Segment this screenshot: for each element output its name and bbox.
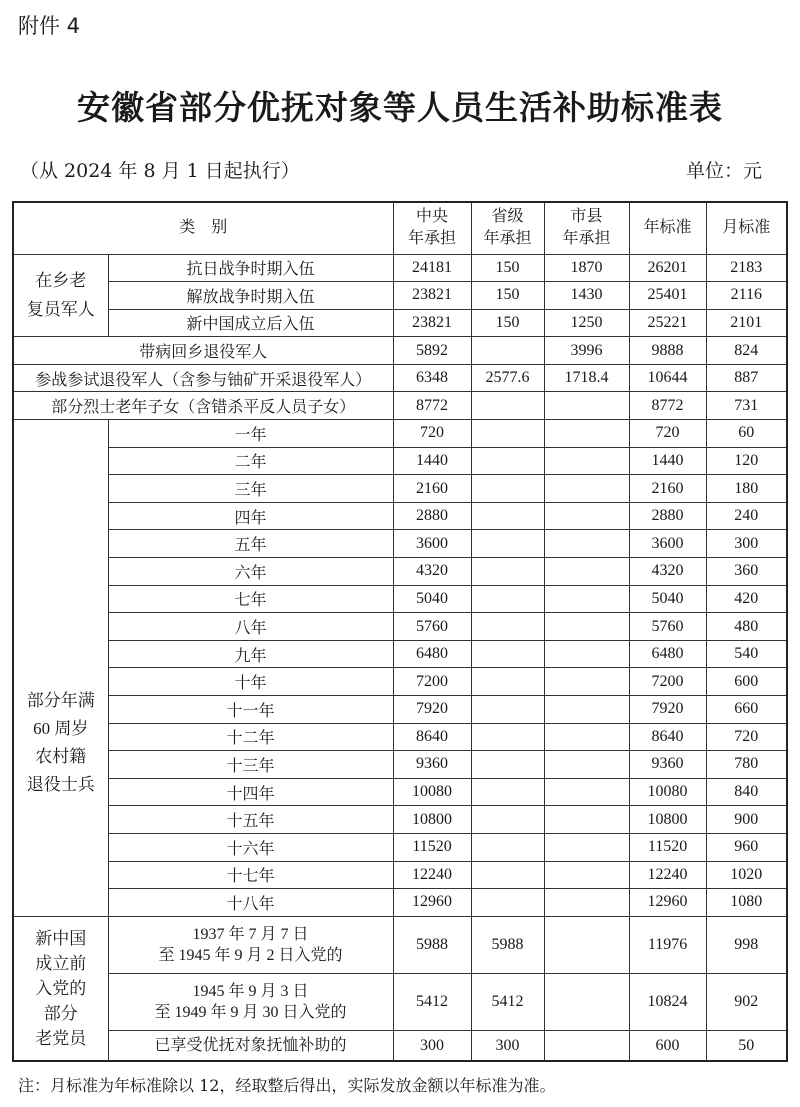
central-value: 11520 bbox=[393, 833, 471, 861]
provincial-value: 5412 bbox=[471, 973, 544, 1030]
row-label: 部分烈士老年子女（含错杀平反人员子女） bbox=[13, 392, 393, 420]
central-value: 3600 bbox=[393, 530, 471, 558]
row-label: 二年 bbox=[108, 447, 393, 475]
table-row bbox=[13, 558, 787, 586]
table-row bbox=[13, 833, 787, 861]
row-label: 1945 年 9 月 3 日 至 1949 年 9 月 30 日入党的 bbox=[108, 973, 393, 1030]
city-county-value: 1718.4 bbox=[544, 364, 629, 392]
annual-value: 600 bbox=[629, 1030, 706, 1061]
city-county-value bbox=[544, 530, 629, 558]
attachment-label: 附件 4 bbox=[18, 14, 81, 38]
provincial-value bbox=[471, 751, 544, 779]
table-row bbox=[13, 613, 787, 641]
provincial-value bbox=[471, 833, 544, 861]
table-row bbox=[13, 309, 787, 337]
monthly-value: 180 bbox=[706, 475, 787, 503]
annual-value: 8772 bbox=[629, 392, 706, 420]
row-label: 新中国成立后入伍 bbox=[108, 309, 393, 337]
provincial-value: 5988 bbox=[471, 916, 544, 973]
monthly-value: 840 bbox=[706, 778, 787, 806]
provincial-value bbox=[471, 585, 544, 613]
monthly-value: 360 bbox=[706, 558, 787, 586]
city-county-value bbox=[544, 723, 629, 751]
city-county-value bbox=[544, 973, 629, 1030]
monthly-value: 2183 bbox=[706, 254, 787, 282]
city-county-value bbox=[544, 696, 629, 724]
central-value: 10080 bbox=[393, 778, 471, 806]
monthly-value: 720 bbox=[706, 723, 787, 751]
monthly-value: 300 bbox=[706, 530, 787, 558]
table-row bbox=[13, 502, 787, 530]
table-row bbox=[13, 337, 787, 365]
row-label: 十四年 bbox=[108, 778, 393, 806]
table-row bbox=[13, 254, 787, 282]
monthly-value: 480 bbox=[706, 613, 787, 641]
city-county-value: 1250 bbox=[544, 309, 629, 337]
central-value: 4320 bbox=[393, 558, 471, 586]
monthly-value: 50 bbox=[706, 1030, 787, 1061]
table-row bbox=[13, 282, 787, 310]
header-central: 中央 年承担 bbox=[393, 202, 471, 254]
city-county-value bbox=[544, 475, 629, 503]
table-row bbox=[13, 585, 787, 613]
subsidy-standards-table bbox=[12, 201, 788, 1062]
row-label: 十七年 bbox=[108, 861, 393, 889]
provincial-value bbox=[471, 696, 544, 724]
central-value: 5892 bbox=[393, 337, 471, 365]
monthly-value: 960 bbox=[706, 833, 787, 861]
city-county-value: 1430 bbox=[544, 282, 629, 310]
central-value: 23821 bbox=[393, 309, 471, 337]
row-label: 四年 bbox=[108, 502, 393, 530]
city-county-value bbox=[544, 558, 629, 586]
row-label: 三年 bbox=[108, 475, 393, 503]
city-county-value bbox=[544, 916, 629, 973]
provincial-value bbox=[471, 530, 544, 558]
central-value: 9360 bbox=[393, 751, 471, 779]
annual-value: 26201 bbox=[629, 254, 706, 282]
annual-value: 11520 bbox=[629, 833, 706, 861]
monthly-value: 120 bbox=[706, 447, 787, 475]
city-county-value bbox=[544, 668, 629, 696]
group-label-rural-veterans: 部分年满 60 周岁 农村籍 退役士兵 bbox=[13, 420, 108, 917]
annual-value: 3600 bbox=[629, 530, 706, 558]
row-label: 八年 bbox=[108, 613, 393, 641]
header-category: 类 别 bbox=[13, 202, 393, 254]
monthly-value: 780 bbox=[706, 751, 787, 779]
central-value: 5988 bbox=[393, 916, 471, 973]
monthly-value: 540 bbox=[706, 640, 787, 668]
row-label: 七年 bbox=[108, 585, 393, 613]
city-county-value: 1870 bbox=[544, 254, 629, 282]
provincial-value bbox=[471, 640, 544, 668]
monthly-value: 731 bbox=[706, 392, 787, 420]
row-label: 解放战争时期入伍 bbox=[108, 282, 393, 310]
header-row bbox=[13, 202, 787, 254]
annual-value: 10644 bbox=[629, 364, 706, 392]
city-county-value bbox=[544, 502, 629, 530]
provincial-value: 2577.6 bbox=[471, 364, 544, 392]
annual-value: 9888 bbox=[629, 337, 706, 365]
provincial-value: 300 bbox=[471, 1030, 544, 1061]
annual-value: 9360 bbox=[629, 751, 706, 779]
header-monthly: 月标准 bbox=[706, 202, 787, 254]
row-label: 十六年 bbox=[108, 833, 393, 861]
central-value: 10800 bbox=[393, 806, 471, 834]
central-value: 2880 bbox=[393, 502, 471, 530]
annual-value: 6480 bbox=[629, 640, 706, 668]
city-county-value bbox=[544, 1030, 629, 1061]
central-value: 7920 bbox=[393, 696, 471, 724]
row-label: 带病回乡退役军人 bbox=[13, 337, 393, 365]
central-value: 2160 bbox=[393, 475, 471, 503]
annual-value: 1440 bbox=[629, 447, 706, 475]
central-value: 6348 bbox=[393, 364, 471, 392]
row-label: 参战参试退役军人（含参与铀矿开采退役军人） bbox=[13, 364, 393, 392]
table-row bbox=[13, 364, 787, 392]
table-row bbox=[13, 1030, 787, 1061]
city-county-value bbox=[544, 420, 629, 448]
row-label: 十八年 bbox=[108, 889, 393, 917]
annual-value: 5760 bbox=[629, 613, 706, 641]
provincial-value: 150 bbox=[471, 282, 544, 310]
monthly-value: 1020 bbox=[706, 861, 787, 889]
monthly-value: 887 bbox=[706, 364, 787, 392]
central-value: 12240 bbox=[393, 861, 471, 889]
provincial-value bbox=[471, 558, 544, 586]
monthly-value: 902 bbox=[706, 973, 787, 1030]
document-title: 安徽省部分优抚对象等人员生活补助标准表 bbox=[77, 88, 723, 127]
table-row bbox=[13, 751, 787, 779]
city-county-value bbox=[544, 392, 629, 420]
annual-value: 25401 bbox=[629, 282, 706, 310]
table-row bbox=[13, 889, 787, 917]
provincial-value bbox=[471, 723, 544, 751]
city-county-value bbox=[544, 640, 629, 668]
city-county-value bbox=[544, 751, 629, 779]
annual-value: 11976 bbox=[629, 916, 706, 973]
row-label: 1937 年 7 月 7 日 至 1945 年 9 月 2 日入党的 bbox=[108, 916, 393, 973]
monthly-value: 240 bbox=[706, 502, 787, 530]
provincial-value: 150 bbox=[471, 254, 544, 282]
row-label: 十三年 bbox=[108, 751, 393, 779]
row-label: 六年 bbox=[108, 558, 393, 586]
provincial-value bbox=[471, 475, 544, 503]
row-label: 抗日战争时期入伍 bbox=[108, 254, 393, 282]
annual-value: 2160 bbox=[629, 475, 706, 503]
provincial-value bbox=[471, 392, 544, 420]
central-value: 8772 bbox=[393, 392, 471, 420]
city-county-value bbox=[544, 447, 629, 475]
table-row bbox=[13, 696, 787, 724]
table-row bbox=[13, 916, 787, 973]
monthly-value: 600 bbox=[706, 668, 787, 696]
city-county-value bbox=[544, 585, 629, 613]
table-row bbox=[13, 530, 787, 558]
central-value: 7200 bbox=[393, 668, 471, 696]
city-county-value bbox=[544, 889, 629, 917]
city-county-value bbox=[544, 778, 629, 806]
row-label: 九年 bbox=[108, 640, 393, 668]
header-city-county: 市县 年承担 bbox=[544, 202, 629, 254]
table-row bbox=[13, 973, 787, 1030]
annual-value: 7200 bbox=[629, 668, 706, 696]
row-label: 五年 bbox=[108, 530, 393, 558]
monthly-value: 660 bbox=[706, 696, 787, 724]
provincial-value bbox=[471, 778, 544, 806]
provincial-value bbox=[471, 861, 544, 889]
city-county-value bbox=[544, 806, 629, 834]
effective-date: （从 2024 年 8 月 1 日起执行） bbox=[20, 160, 300, 182]
table-row bbox=[13, 778, 787, 806]
provincial-value: 150 bbox=[471, 309, 544, 337]
monthly-value: 998 bbox=[706, 916, 787, 973]
central-value: 5760 bbox=[393, 613, 471, 641]
table-row bbox=[13, 640, 787, 668]
monthly-value: 2101 bbox=[706, 309, 787, 337]
row-label: 十年 bbox=[108, 668, 393, 696]
row-label: 一年 bbox=[108, 420, 393, 448]
central-value: 300 bbox=[393, 1030, 471, 1061]
annual-value: 7920 bbox=[629, 696, 706, 724]
annual-value: 720 bbox=[629, 420, 706, 448]
annual-value: 10824 bbox=[629, 973, 706, 1030]
annual-value: 4320 bbox=[629, 558, 706, 586]
provincial-value bbox=[471, 806, 544, 834]
central-value: 8640 bbox=[393, 723, 471, 751]
central-value: 23821 bbox=[393, 282, 471, 310]
provincial-value bbox=[471, 337, 544, 365]
row-label: 十一年 bbox=[108, 696, 393, 724]
annual-value: 10080 bbox=[629, 778, 706, 806]
table-row bbox=[13, 723, 787, 751]
city-county-value: 3996 bbox=[544, 337, 629, 365]
provincial-value bbox=[471, 613, 544, 641]
row-label: 已享受优抚对象抚恤补助的 bbox=[108, 1030, 393, 1061]
monthly-value: 420 bbox=[706, 585, 787, 613]
table-row bbox=[13, 668, 787, 696]
provincial-value bbox=[471, 420, 544, 448]
central-value: 1440 bbox=[393, 447, 471, 475]
table-row bbox=[13, 447, 787, 475]
header-provincial: 省级 年承担 bbox=[471, 202, 544, 254]
provincial-value bbox=[471, 889, 544, 917]
monthly-value: 2116 bbox=[706, 282, 787, 310]
group-label-rural-demobilized: 在乡老 复员军人 bbox=[13, 254, 108, 337]
monthly-value: 60 bbox=[706, 420, 787, 448]
table-row bbox=[13, 861, 787, 889]
central-value: 6480 bbox=[393, 640, 471, 668]
central-value: 5040 bbox=[393, 585, 471, 613]
row-label: 十五年 bbox=[108, 806, 393, 834]
provincial-value bbox=[471, 447, 544, 475]
footnote: 注：月标准为年标准除以 12，经取整后得出，实际发放金额以年标准为准。 bbox=[18, 1076, 556, 1095]
central-value: 720 bbox=[393, 420, 471, 448]
annual-value: 2880 bbox=[629, 502, 706, 530]
annual-value: 25221 bbox=[629, 309, 706, 337]
table-row bbox=[13, 392, 787, 420]
central-value: 12960 bbox=[393, 889, 471, 917]
table-row bbox=[13, 806, 787, 834]
central-value: 5412 bbox=[393, 973, 471, 1030]
row-label: 十二年 bbox=[108, 723, 393, 751]
annual-value: 10800 bbox=[629, 806, 706, 834]
monthly-value: 1080 bbox=[706, 889, 787, 917]
provincial-value bbox=[471, 502, 544, 530]
annual-value: 8640 bbox=[629, 723, 706, 751]
monthly-value: 900 bbox=[706, 806, 787, 834]
city-county-value bbox=[544, 861, 629, 889]
unit-label: 单位：元 bbox=[685, 160, 762, 182]
monthly-value: 824 bbox=[706, 337, 787, 365]
city-county-value bbox=[544, 613, 629, 641]
provincial-value bbox=[471, 668, 544, 696]
group-label-old-party-members: 新中国 成立前 入党的 部分 老党员 bbox=[13, 916, 108, 1061]
annual-value: 5040 bbox=[629, 585, 706, 613]
table-row bbox=[13, 420, 787, 448]
header-annual: 年标准 bbox=[629, 202, 706, 254]
city-county-value bbox=[544, 833, 629, 861]
table-row bbox=[13, 475, 787, 503]
annual-value: 12240 bbox=[629, 861, 706, 889]
annual-value: 12960 bbox=[629, 889, 706, 917]
central-value: 24181 bbox=[393, 254, 471, 282]
